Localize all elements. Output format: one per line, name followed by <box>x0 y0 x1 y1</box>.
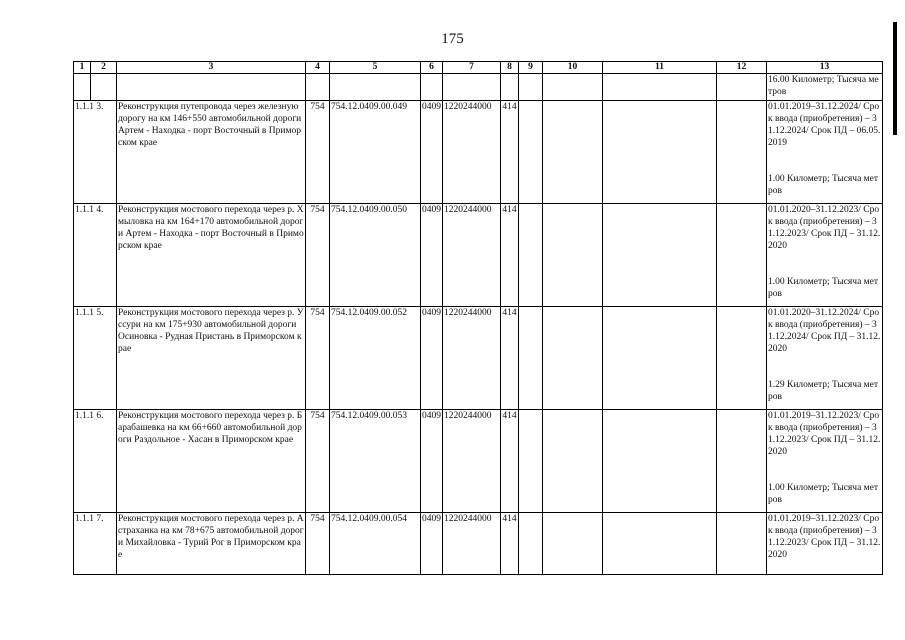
table-row <box>74 410 883 513</box>
terms-cell <box>767 513 883 575</box>
object-name: Реконструкция мостового перехода через р. Уссури на км 175+930 автомобильной дороги Осиновка - Рудная Пристань в Приморском крае <box>117 307 306 410</box>
terms-cell <box>767 410 883 513</box>
header-cell: 4 <box>306 62 330 74</box>
row-number: 1.1.1 5. <box>74 307 117 410</box>
code-cell: 1220244000 <box>443 410 501 513</box>
code-cell: 754.12.0409.00.049 <box>330 101 421 204</box>
table-cell <box>717 513 767 575</box>
table-cell <box>421 74 443 101</box>
header-cell: 5 <box>330 62 421 74</box>
header-cell: 6 <box>421 62 443 74</box>
header-cell: 13 <box>767 62 883 74</box>
code-cell: 1220244000 <box>443 101 501 204</box>
code-cell: 754 <box>306 513 330 575</box>
table-cell <box>717 307 767 410</box>
table-cell <box>117 74 306 101</box>
header-cell: 1 <box>74 62 91 74</box>
header-cell: 2 <box>91 62 117 74</box>
code-cell: 414 <box>501 513 519 575</box>
table-cell <box>543 101 603 204</box>
code-cell: 1220244000 <box>443 204 501 307</box>
table-row <box>74 513 883 575</box>
table-cell <box>543 74 603 101</box>
table-cell <box>306 74 330 101</box>
table-cell <box>519 307 543 410</box>
row-number: 1.1.1 7. <box>74 513 117 575</box>
terms-cell <box>767 204 883 307</box>
budget-table <box>73 61 883 575</box>
code-cell: 754 <box>306 307 330 410</box>
header-cell: 8 <box>501 62 519 74</box>
row-number: 1.1.1 6. <box>74 410 117 513</box>
code-cell: 754.12.0409.00.050 <box>330 204 421 307</box>
code-cell: 0409 <box>421 307 443 410</box>
object-name: Реконструкция мостового перехода через р. Барабашевка на км 66+660 автомобильной дороги Раздольное - Хасан в Приморском крае <box>117 410 306 513</box>
table-cell <box>443 74 501 101</box>
code-cell: 0409 <box>421 101 443 204</box>
table-cell <box>543 410 603 513</box>
table-cell <box>519 513 543 575</box>
table-cell <box>717 74 767 101</box>
table-cell <box>330 74 421 101</box>
table-cell <box>603 101 717 204</box>
terms-text: 01.01.2019–31.12.2024/ Срок ввода (приобретения) – 31.12.2024/ Срок ПД – 06.05.2019 <box>768 102 881 148</box>
table-cell <box>91 74 117 101</box>
table-row <box>74 101 883 204</box>
capacity-cell: 16.00 Километр; Тысяча метров <box>767 74 883 101</box>
code-cell: 754.12.0409.00.054 <box>330 513 421 575</box>
code-cell: 0409 <box>421 410 443 513</box>
header-row <box>74 62 883 74</box>
table-cell <box>603 307 717 410</box>
terms-text: 01.01.2019–31.12.2023/ Срок ввода (приобретения) – 31.12.2023/ Срок ПД – 31.12.2020 <box>768 411 881 457</box>
code-cell: 754 <box>306 101 330 204</box>
terms-cell <box>767 101 883 204</box>
table-cell <box>603 410 717 513</box>
terms-text: 01.01.2020–31.12.2024/ Срок ввода (приобретения) – 31.12.2024/ Срок ПД – 31.12.2020 <box>768 308 881 354</box>
page-number: 175 <box>441 31 464 47</box>
margin-bar <box>893 22 897 135</box>
terms-text: 01.01.2019–31.12.2023/ Срок ввода (приобретения) – 31.12.2023/ Срок ПД – 31.12.2020 <box>768 514 881 560</box>
table-cell <box>519 101 543 204</box>
capacity-text: 1.00 Километр; Тысяча метров <box>768 174 879 196</box>
row-number: 1.1.1 4. <box>74 204 117 307</box>
table-cell <box>519 410 543 513</box>
code-cell: 0409 <box>421 513 443 575</box>
code-cell: 414 <box>501 204 519 307</box>
header-cell: 11 <box>603 62 717 74</box>
table-cell <box>543 204 603 307</box>
header-cell: 10 <box>543 62 603 74</box>
table-cell <box>603 74 717 101</box>
header-cell: 12 <box>717 62 767 74</box>
code-cell: 754 <box>306 410 330 513</box>
table-cell <box>543 513 603 575</box>
object-name: Реконструкция путепровода через железную дорогу на км 146+550 автомобильной дороги Артем - Находка - порт Восточный в Приморском крае <box>117 101 306 204</box>
table-row-continuation <box>74 74 883 101</box>
code-cell: 754.12.0409.00.053 <box>330 410 421 513</box>
table-cell <box>74 74 91 101</box>
code-cell: 1220244000 <box>443 513 501 575</box>
table-row <box>74 204 883 307</box>
capacity-text: 1.00 Километр; Тысяча метров <box>768 277 879 299</box>
capacity-text: 1.00 Километр; Тысяча метров <box>768 483 879 505</box>
terms-cell <box>767 307 883 410</box>
header-cell: 9 <box>519 62 543 74</box>
code-cell: 754 <box>306 204 330 307</box>
table-cell <box>543 307 603 410</box>
code-cell: 1220244000 <box>443 307 501 410</box>
object-name: Реконструкция мостового перехода через р. Астраханка на км 78+675 автомобильной дороги Михайловка - Турий Рог в Приморском крае <box>117 513 306 575</box>
table-cell <box>519 204 543 307</box>
table-cell <box>501 74 519 101</box>
object-name: Реконструкция мостового перехода через р. Хмыловка на км 164+170 автомобильной дороги Артем - Находка - порт Восточный в Приморском крае <box>117 204 306 307</box>
table-cell <box>717 204 767 307</box>
table-cell <box>717 101 767 204</box>
capacity-text: 1.29 Километр; Тысяча метров <box>768 380 879 402</box>
table-row <box>74 307 883 410</box>
table-cell <box>603 513 717 575</box>
code-cell: 754.12.0409.00.052 <box>330 307 421 410</box>
code-cell: 414 <box>501 410 519 513</box>
code-cell: 0409 <box>421 204 443 307</box>
terms-text: 01.01.2020–31.12.2023/ Срок ввода (приобретения) – 31.12.2023/ Срок ПД – 31.12.2020 <box>768 205 881 251</box>
code-cell: 414 <box>501 307 519 410</box>
table-cell <box>717 410 767 513</box>
table-cell <box>603 204 717 307</box>
header-cell: 7 <box>443 62 501 74</box>
code-cell: 414 <box>501 101 519 204</box>
header-cell: 3 <box>117 62 306 74</box>
table-cell <box>519 74 543 101</box>
row-number: 1.1.1 3. <box>74 101 117 204</box>
